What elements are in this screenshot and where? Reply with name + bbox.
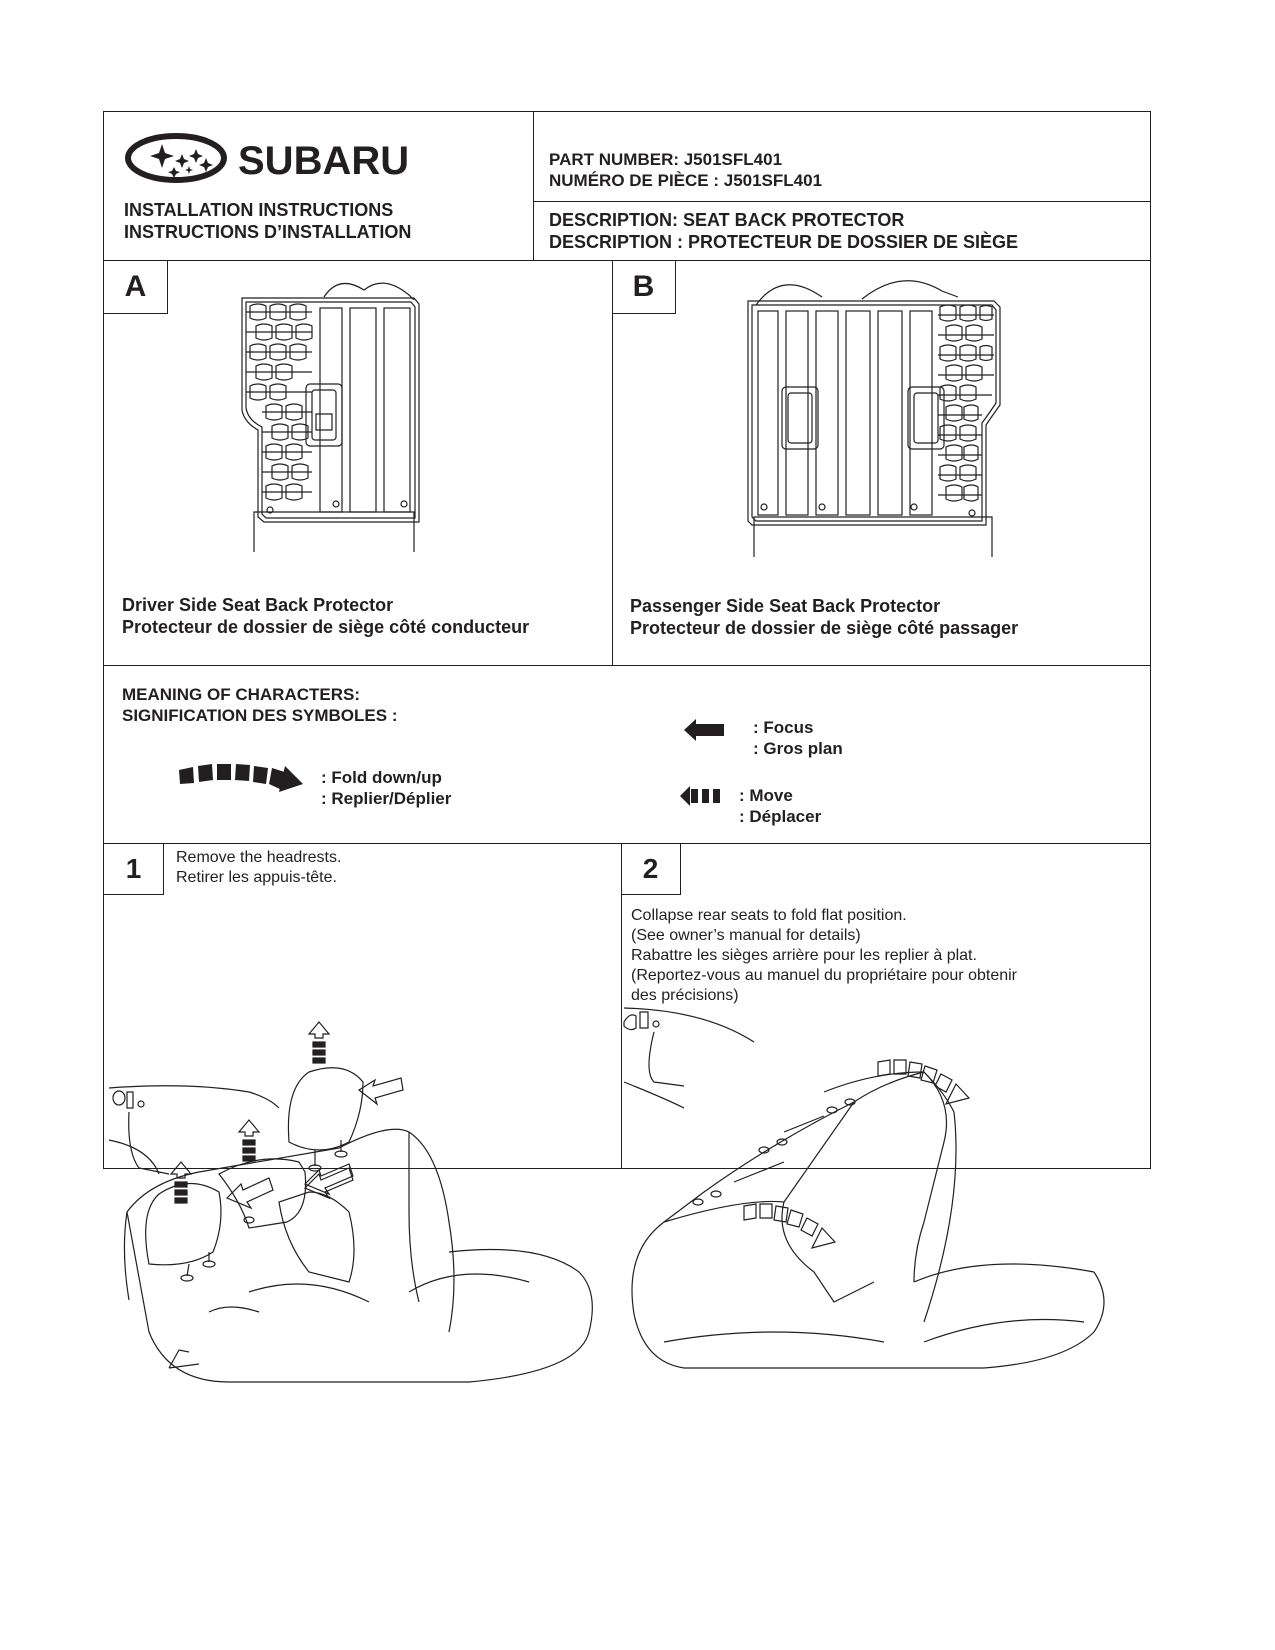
panel-bottom-line bbox=[104, 665, 1150, 666]
part-number-fr: NUMÉRO DE PIÈCE : J501SFL401 bbox=[549, 171, 823, 190]
driver-side-protector-illustration bbox=[234, 282, 434, 582]
title-en: INSTALLATION INSTRUCTIONS bbox=[124, 200, 394, 220]
installation-title bbox=[124, 199, 411, 243]
caption-fr: Protecteur de dossier de siège côté passager bbox=[630, 618, 1019, 638]
step-2-line: (Reportez-vous au manuel du propriétaire pour obtenir bbox=[631, 967, 1017, 984]
step-1-text bbox=[176, 848, 341, 888]
title-fr: INSTRUCTIONS D’INSTALLATION bbox=[124, 222, 412, 242]
step-1-number: 1 bbox=[104, 843, 164, 895]
brand-logo bbox=[126, 134, 466, 184]
legend-focus bbox=[753, 717, 843, 759]
caption-en: Driver Side Seat Back Protector bbox=[122, 595, 394, 615]
fold-arrow-icon bbox=[179, 762, 303, 794]
step-2-line: Collapse rear seats to fold flat position. bbox=[631, 907, 907, 924]
panel-b-tag: B bbox=[612, 260, 676, 314]
remove-headrests-illustration bbox=[109, 912, 609, 1392]
legend-heading bbox=[122, 684, 397, 726]
step-2-line: (See owner’s manual for details) bbox=[631, 927, 861, 944]
legend-heading-fr: SIGNIFICATION DES SYMBOLES : bbox=[122, 706, 398, 725]
focus-label-en: : Focus bbox=[753, 718, 814, 737]
brand-name: SUBARU bbox=[238, 139, 410, 183]
legend-move bbox=[739, 785, 821, 827]
description-en: DESCRIPTION: SEAT BACK PROTECTOR bbox=[549, 210, 905, 230]
legend-fold bbox=[321, 767, 451, 809]
fold-label-en: : Fold down/up bbox=[321, 768, 442, 787]
description bbox=[549, 209, 1018, 253]
part-number bbox=[549, 149, 822, 191]
description-fr: DESCRIPTION : PROTECTEUR DE DOSSIER DE SIÈGE bbox=[549, 232, 1019, 252]
focus-arrow-icon bbox=[684, 719, 728, 741]
panel-b-caption bbox=[630, 595, 1018, 639]
subaru-stars-logo-icon bbox=[126, 134, 466, 184]
move-label-fr: : Déplacer bbox=[739, 807, 822, 826]
caption-fr: Protecteur de dossier de siège côté conducteur bbox=[122, 617, 530, 637]
instruction-sheet bbox=[103, 111, 1151, 1169]
step-2-line: des précisions) bbox=[631, 987, 739, 1004]
move-arrow-icon bbox=[680, 785, 724, 807]
panel-a-caption bbox=[122, 594, 529, 638]
panel-a-tag: A bbox=[104, 260, 168, 314]
part-number-en: PART NUMBER: J501SFL401 bbox=[549, 150, 783, 169]
focus-label-fr: : Gros plan bbox=[753, 739, 843, 758]
fold-label-fr: : Replier/Déplier bbox=[321, 789, 452, 808]
step-2-text bbox=[631, 906, 1017, 1006]
fold-seats-illustration bbox=[624, 1002, 1124, 1382]
move-label-en: : Move bbox=[739, 786, 793, 805]
step-1-text-en: Remove the headrests. bbox=[176, 849, 342, 866]
step-2-number: 2 bbox=[621, 843, 681, 895]
caption-en: Passenger Side Seat Back Protector bbox=[630, 596, 941, 616]
legend-heading-en: MEANING OF CHARACTERS: bbox=[122, 685, 360, 704]
step-2-line: Rabattre les sièges arrière pour les replier à plat. bbox=[631, 947, 977, 964]
header-divider bbox=[533, 112, 534, 260]
passenger-side-protector-illustration bbox=[742, 277, 1002, 577]
panel-divider bbox=[612, 260, 613, 665]
header-divider bbox=[533, 201, 1150, 202]
step-1-text-fr: Retirer les appuis-tête. bbox=[176, 869, 337, 886]
